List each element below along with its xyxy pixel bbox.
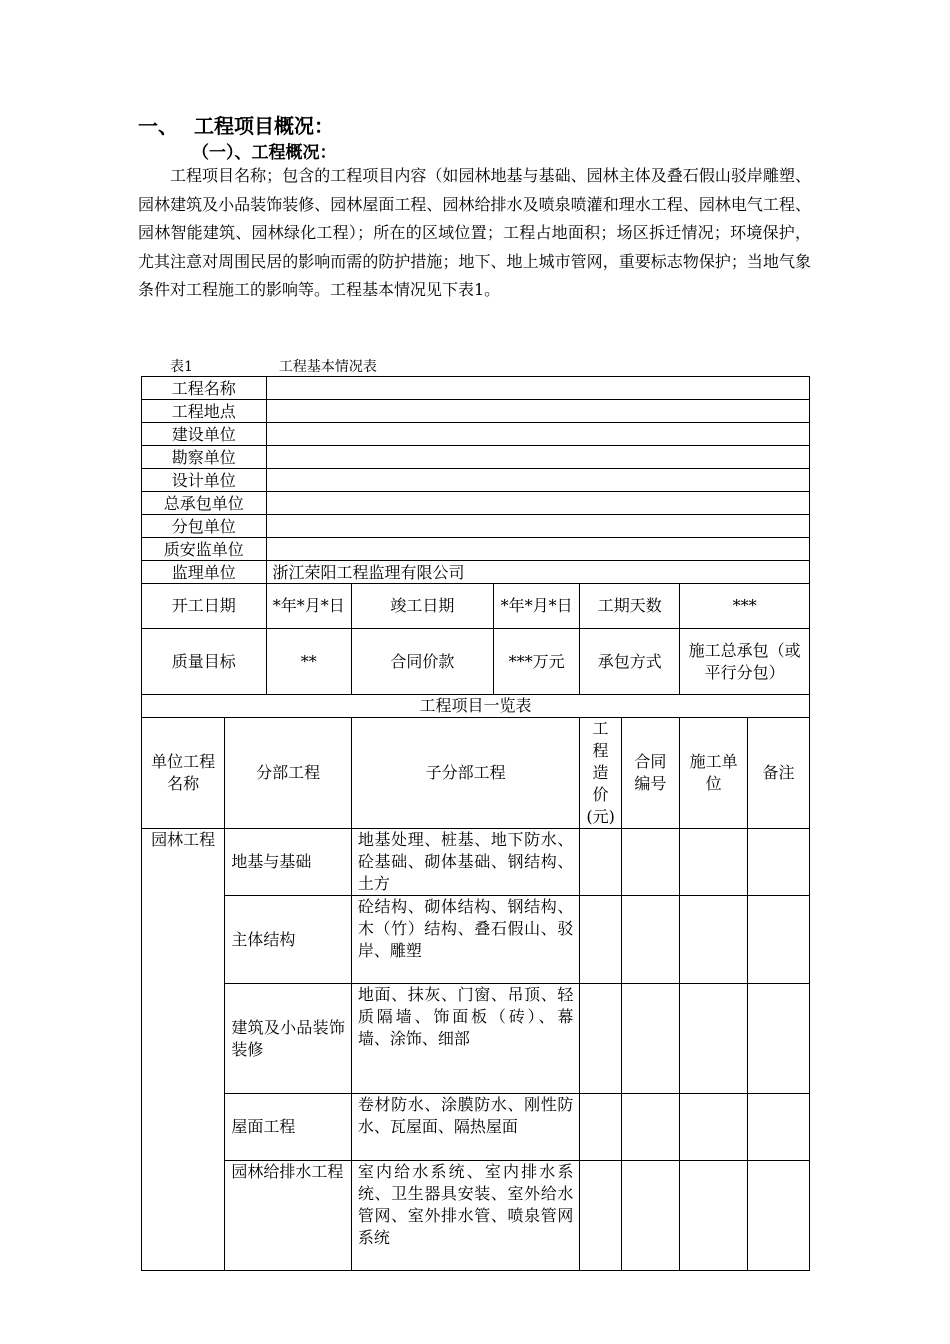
sub-division: 室内给水系统、室内排水系统、卫生器具安装、室外给水管网、室外排水管、喷泉管网系统 xyxy=(351,1161,579,1271)
row-label: 监理单位 xyxy=(142,561,267,584)
row-value xyxy=(266,469,809,492)
remark-cell xyxy=(748,1094,810,1161)
division-name: 地基与基础 xyxy=(225,829,352,896)
row-label: 工程名称 xyxy=(142,377,267,400)
remark-cell xyxy=(748,984,810,1094)
constructor-cell xyxy=(680,1094,748,1161)
header-sub: 子分部工程 xyxy=(351,718,579,829)
row-label: 总承包单位 xyxy=(142,492,267,515)
header-remark: 备注 xyxy=(748,718,810,829)
contract-cell xyxy=(621,829,680,896)
header-cost: 工程造价(元) xyxy=(580,718,621,829)
overview-paragraph: 工程项目名称；包含的工程项目内容（如园林地基与基础、园林主体及叠石假山驳岸雕塑、园林建筑及小品装饰装修、园林屋面工程、园林给排水及喷泉喷灌和理水工程、园林电气工程、园林智能建筑、园林绿化工程）；所在的区域位置；工程占地面积；场区拆迁情况；环境保护，尤其注意对周围民居的影响而需的防护措施；地下、地上城市管网，重要标志物保护；当地气象条件对工程施工的影响等。工程基本情况见下表1。 xyxy=(138,166,811,299)
row-label: 勘察单位 xyxy=(142,446,267,469)
row-value xyxy=(266,538,809,561)
remark-cell xyxy=(748,1161,810,1271)
list-header-row xyxy=(142,718,810,829)
table-row xyxy=(142,1161,810,1271)
row-label: 建设单位 xyxy=(142,423,267,446)
table-row xyxy=(142,377,810,400)
contract-cell xyxy=(621,896,680,984)
start-date-value: *年*月*日 xyxy=(266,584,351,629)
table-row xyxy=(142,829,810,896)
division-name: 屋面工程 xyxy=(225,1094,352,1161)
table-row xyxy=(142,423,810,446)
basic-rows xyxy=(142,377,810,584)
sub-division: 卷材防水、涂膜防水、刚性防水、瓦屋面、隔热屋面 xyxy=(351,1094,579,1161)
list-title: 工程项目一览表 xyxy=(142,695,810,718)
table-row xyxy=(142,1094,810,1161)
row-value xyxy=(266,492,809,515)
remark-cell xyxy=(748,829,810,896)
table-row xyxy=(142,469,810,492)
remark-cell xyxy=(748,896,810,984)
project-basic-info-table xyxy=(141,376,810,1271)
project-list xyxy=(142,718,810,1271)
summary-rows xyxy=(142,584,810,718)
cost-cell xyxy=(580,896,621,984)
table-row xyxy=(142,492,810,515)
table-caption xyxy=(170,356,377,376)
contract-cell xyxy=(621,1094,680,1161)
row-label: 工程地点 xyxy=(142,400,267,423)
table-row xyxy=(142,400,810,423)
cost-cell xyxy=(580,1094,621,1161)
section-title: 工程项目概况： xyxy=(194,114,334,138)
start-date-label: 开工日期 xyxy=(142,584,267,629)
end-date-label: 竣工日期 xyxy=(351,584,493,629)
division-name: 园林给排水工程 xyxy=(225,1161,352,1271)
contract-mode-value: 施工总承包（或平行分包） xyxy=(680,629,810,695)
row-value xyxy=(266,400,809,423)
sub-division: 地面、抹灰、门窗、吊顶、轻质隔墙、饰面板（砖）、幕墙、涂饰、细部 xyxy=(351,984,579,1094)
table-row xyxy=(142,896,810,984)
constructor-cell xyxy=(680,829,748,896)
header-division: 分部工程 xyxy=(225,718,352,829)
header-constructor: 施工单位 xyxy=(680,718,748,829)
table-row xyxy=(142,984,810,1094)
row-value xyxy=(266,515,809,538)
quality-value: ** xyxy=(266,629,351,695)
cost-cell xyxy=(580,1161,621,1271)
subsection-heading: （一）、工程概况： xyxy=(192,143,337,163)
period-value: *** xyxy=(680,584,810,629)
constructor-cell xyxy=(680,896,748,984)
unit-name: 园林工程 xyxy=(142,829,225,1271)
row-value xyxy=(266,377,809,400)
dates-row xyxy=(142,584,810,629)
row-value xyxy=(266,446,809,469)
list-title-row xyxy=(142,695,810,718)
sub-division: 地基处理、桩基、地下防水、砼基础、砌体基础、钢结构、土方 xyxy=(351,829,579,896)
section-number: 一、 xyxy=(138,114,178,138)
quality-row xyxy=(142,629,810,695)
contract-cell xyxy=(621,1161,680,1271)
constructor-cell xyxy=(680,984,748,1094)
header-contract: 合同编号 xyxy=(621,718,680,829)
row-label: 设计单位 xyxy=(142,469,267,492)
cost-cell xyxy=(580,984,621,1094)
period-label: 工期天数 xyxy=(580,584,680,629)
supervisor-value: 浙江荣阳工程监理有限公司 xyxy=(266,561,809,584)
header-unit: 单位工程名称 xyxy=(142,718,225,829)
table-row xyxy=(142,538,810,561)
end-date-value: *年*月*日 xyxy=(493,584,579,629)
table-row xyxy=(142,561,810,584)
cost-cell xyxy=(580,829,621,896)
division-name: 主体结构 xyxy=(225,896,352,984)
row-value xyxy=(266,423,809,446)
row-label: 分包单位 xyxy=(142,515,267,538)
table-row xyxy=(142,515,810,538)
quality-label: 质量目标 xyxy=(142,629,267,695)
price-label: 合同价款 xyxy=(351,629,493,695)
row-label: 质安监单位 xyxy=(142,538,267,561)
sub-division: 砼结构、砌体结构、钢结构、木（竹）结构、叠石假山、驳岸、雕塑 xyxy=(351,896,579,984)
division-name: 建筑及小品装饰装修 xyxy=(225,984,352,1094)
table-caption-label: 表1 xyxy=(170,359,193,375)
constructor-cell xyxy=(680,1161,748,1271)
price-value: ***万元 xyxy=(493,629,579,695)
table-caption-title: 工程基本情况表 xyxy=(278,359,377,375)
contract-cell xyxy=(621,984,680,1094)
section-heading xyxy=(138,110,334,139)
table-row xyxy=(142,446,810,469)
contract-mode-label: 承包方式 xyxy=(580,629,680,695)
